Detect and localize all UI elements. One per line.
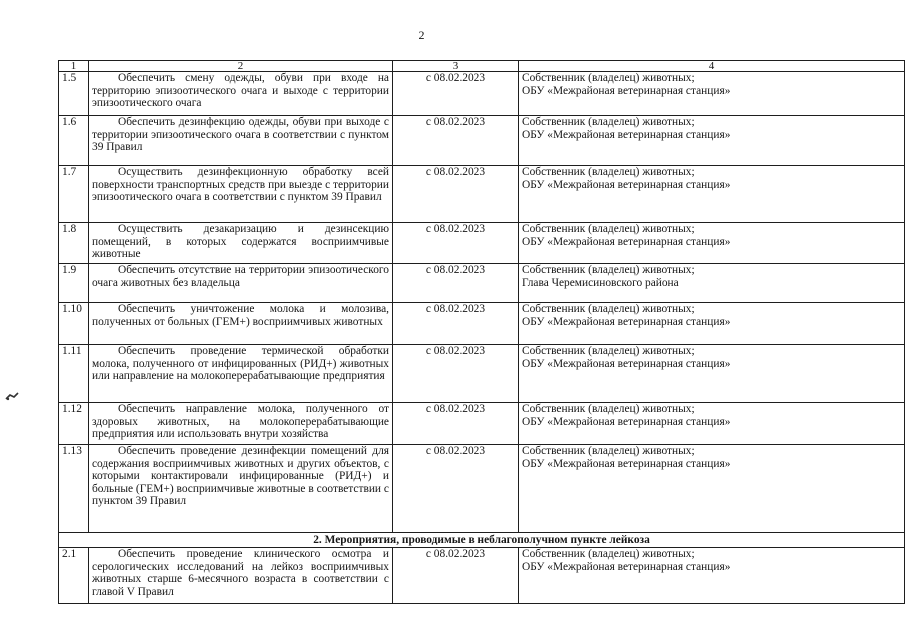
table-row	[59, 403, 905, 445]
measure-text: Обеспечить уничтожение молока и молозива, полученных от больных (ГЕМ+) восприимчивых животных	[92, 303, 389, 328]
start-date: с 08.02.2023	[393, 72, 519, 116]
column-header: 4	[519, 61, 905, 72]
responsible-cell	[519, 548, 905, 604]
responsible-owner: Собственник (владелец) животных;	[522, 345, 695, 357]
responsible-agency: ОБУ «Межрайоная ветеринарная станция»	[522, 128, 731, 141]
measure-text: Обеспечить смену одежды, обуви при входе на территорию эпизоотического очага и выходе с территории эпизоотического очага	[92, 72, 389, 110]
row-number: 1.10	[59, 303, 89, 345]
table-row	[59, 548, 905, 604]
table-row	[59, 72, 905, 116]
responsible-agency: ОБУ «Межрайоная ветеринарная станция»	[522, 357, 731, 370]
column-header: 3	[393, 61, 519, 72]
row-number: 1.5	[59, 72, 89, 116]
responsible-cell	[519, 264, 905, 303]
start-date: с 08.02.2023	[393, 403, 519, 445]
responsible-owner: Собственник (владелец) животных;	[522, 116, 695, 128]
start-date: с 08.02.2023	[393, 166, 519, 223]
row-number: 1.9	[59, 264, 89, 303]
responsible-owner: Собственник (владелец) животных;	[522, 223, 695, 235]
measure-text: Обеспечить дезинфекцию одежды, обуви при выходе с территории эпизоотического очага в соответствии с пунктом 39 Правил	[92, 116, 389, 154]
responsible-cell	[519, 303, 905, 345]
row-number: 1.13	[59, 445, 89, 533]
responsible-cell	[519, 116, 905, 166]
row-number: 1.6	[59, 116, 89, 166]
scan-artifact-mark	[5, 392, 19, 401]
responsible-owner: Собственник (владелец) животных;	[522, 72, 695, 84]
row-number: 2.1	[59, 548, 89, 604]
measure-text: Обеспечить проведение термической обработки молока, полученного от инфицированных (РИД+) животных или направление на молокоперерабатывающие предприятия	[92, 345, 389, 383]
row-number: 1.11	[59, 345, 89, 403]
measure-text: Обеспечить проведение клинического осмотра и серологических исследований на лейкоз восприимчивых животных старше 6-месячного возраста в соответствии с главой V Правил	[92, 548, 389, 598]
measure-text: Обеспечить проведение дезинфекции помещений для содержания восприимчивых животных и других объектов, с которыми контактировали инфицированные (РИД+) и больные (ГЕМ+) восприимчивые животные в соответствии с пунктом 39 Правил	[92, 445, 389, 508]
responsible-cell	[519, 345, 905, 403]
responsible-agency: ОБУ «Межрайоная ветеринарная станция»	[522, 457, 731, 470]
row-number: 1.7	[59, 166, 89, 223]
row-number: 1.12	[59, 403, 89, 445]
start-date: с 08.02.2023	[393, 303, 519, 345]
start-date: с 08.02.2023	[393, 548, 519, 604]
responsible-agency: ОБУ «Межрайоная ветеринарная станция»	[522, 315, 731, 328]
column-header: 1	[59, 61, 89, 72]
measure-text: Осуществить дезакаризацию и дезинсекцию помещений, в которых содержатся восприимчивые животные	[92, 223, 389, 261]
responsible-agency: Глава Черемисиновского района	[522, 276, 679, 289]
responsible-owner: Собственник (владелец) животных;	[522, 403, 695, 415]
responsible-owner: Собственник (владелец) животных;	[522, 548, 695, 560]
responsible-owner: Собственник (владелец) животных;	[522, 264, 695, 276]
responsible-cell	[519, 72, 905, 116]
table-row	[59, 264, 905, 303]
page-number: 2	[418, 28, 425, 42]
responsible-cell	[519, 445, 905, 533]
measures-table	[58, 60, 905, 604]
responsible-agency: ОБУ «Межрайоная ветеринарная станция»	[522, 235, 731, 248]
start-date: с 08.02.2023	[393, 223, 519, 264]
table-row	[59, 223, 905, 264]
table-row	[59, 345, 905, 403]
responsible-agency: ОБУ «Межрайоная ветеринарная станция»	[522, 560, 731, 573]
row-number: 1.8	[59, 223, 89, 264]
responsible-owner: Собственник (владелец) животных;	[522, 303, 695, 315]
section-title: 2. Мероприятия, проводимые в неблагополучном пункте лейкоза	[59, 533, 905, 548]
responsible-owner: Собственник (владелец) животных;	[522, 445, 695, 457]
responsible-owner: Собственник (владелец) животных;	[522, 166, 695, 178]
responsible-agency: ОБУ «Межрайоная ветеринарная станция»	[522, 415, 731, 428]
table-row	[59, 303, 905, 345]
start-date: с 08.02.2023	[393, 445, 519, 533]
responsible-cell	[519, 223, 905, 264]
section-heading-row	[59, 533, 905, 548]
responsible-agency: ОБУ «Межрайоная ветеринарная станция»	[522, 84, 731, 97]
table-row	[59, 116, 905, 166]
measure-text: Обеспечить отсутствие на территории эпизоотического очага животных без владельца	[92, 264, 389, 289]
measure-text: Осуществить дезинфекционную обработку всей поверхности транспортных средств при выезде с территории эпизоотического очага в соответствии с пунктом 39 Правил	[92, 166, 389, 204]
column-number-row	[59, 61, 905, 72]
start-date: с 08.02.2023	[393, 345, 519, 403]
measure-text: Обеспечить направление молока, полученного от здоровых животных, на молокоперерабатывающие предприятия или использовать внутри хозяйства	[92, 403, 389, 441]
responsible-agency: ОБУ «Межрайоная ветеринарная станция»	[522, 178, 731, 191]
responsible-cell	[519, 166, 905, 223]
column-header: 2	[89, 61, 393, 72]
start-date: с 08.02.2023	[393, 116, 519, 166]
start-date: с 08.02.2023	[393, 264, 519, 303]
table-row	[59, 166, 905, 223]
table-row	[59, 445, 905, 533]
responsible-cell	[519, 403, 905, 445]
